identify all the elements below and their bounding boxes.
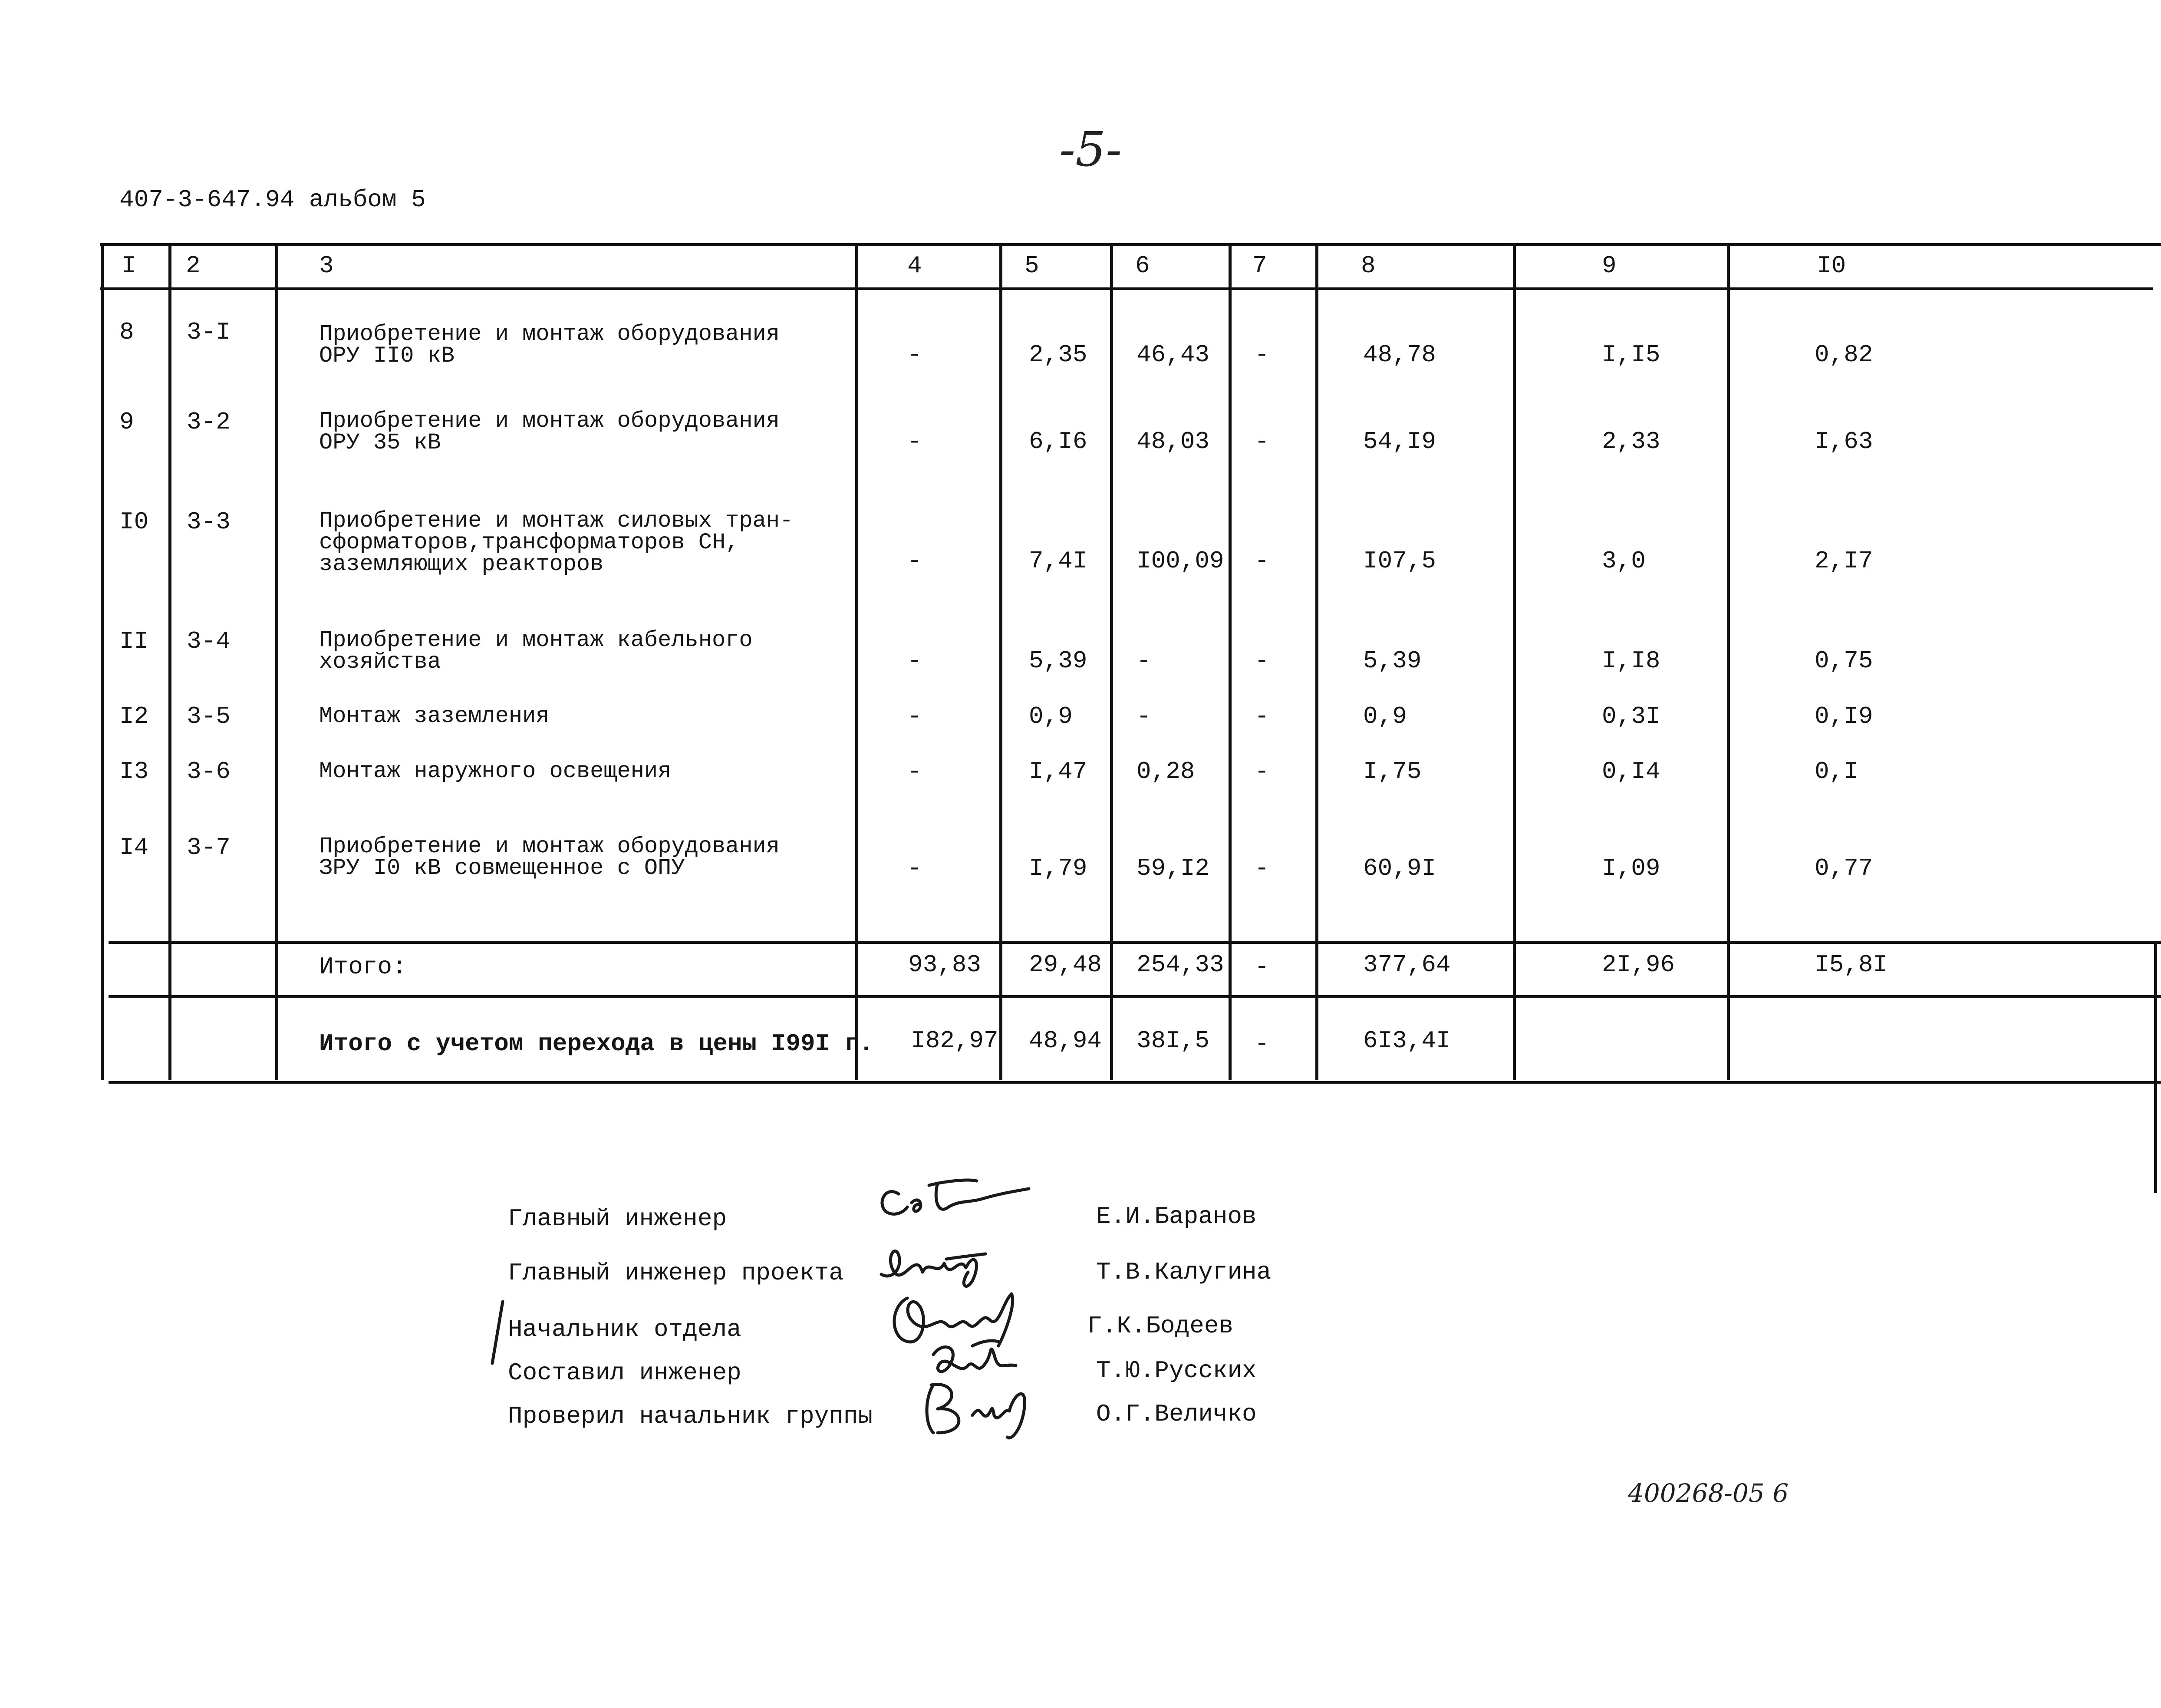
row-col6: -: [1137, 647, 1151, 675]
row-code: 3-I: [187, 318, 231, 346]
row-number: I0: [119, 508, 149, 536]
row-col10: 2,I7: [1815, 547, 1873, 575]
column-header-5: 5: [1024, 252, 1039, 280]
total-col7: -: [1255, 953, 1269, 981]
total-1991-label: Итого с учетом перехода в цены I99I г.: [319, 1030, 874, 1058]
row-col4: -: [907, 758, 922, 785]
row-col10: I,63: [1815, 428, 1873, 455]
total-col8: 377,64: [1363, 951, 1451, 979]
row-col4: -: [907, 547, 922, 575]
row-col5: 6,I6: [1029, 428, 1087, 455]
table-total-border: [109, 941, 2161, 944]
row-number: I4: [119, 834, 149, 861]
row-number: 9: [119, 408, 134, 436]
row-col4: -: [907, 647, 922, 675]
row-col7: -: [1255, 428, 1269, 455]
table-bottom-border: [109, 1081, 2161, 1084]
column-header-8: 8: [1361, 252, 1376, 280]
table-right-border: [2154, 941, 2157, 1193]
row-number: II: [119, 627, 149, 655]
row-description: Монтаж заземления: [319, 703, 550, 729]
table-total-1991-border: [109, 995, 2161, 998]
row-col6: I00,09: [1137, 547, 1224, 575]
col-divider-7: [1315, 243, 1318, 1080]
row-col5: I,47: [1029, 758, 1087, 785]
signatory-name: Г.К.Бодеев: [1087, 1312, 1234, 1340]
row-col8: 48,78: [1363, 341, 1436, 369]
column-header-9: 9: [1602, 252, 1617, 280]
col-divider-1: [168, 243, 171, 1080]
row-col9: 2,33: [1602, 428, 1660, 455]
signature-role: Составил инженер: [508, 1359, 741, 1387]
page-number: -5-: [1059, 122, 1122, 177]
row-code: 3-4: [187, 627, 231, 655]
col-divider-4: [999, 243, 1002, 1080]
row-col10: 0,82: [1815, 341, 1873, 369]
table-top-border: [100, 243, 2161, 246]
document-code: 407-3-647.94 альбом 5: [119, 186, 426, 214]
row-col5: 7,4I: [1029, 547, 1087, 575]
row-description: Приобретение и монтаж кабельного хозяйства: [319, 627, 753, 675]
row-col4: -: [907, 854, 922, 882]
row-col8: I,75: [1363, 758, 1422, 785]
total-1991-col5: 48,94: [1029, 1027, 1102, 1055]
row-col5: 0,9: [1029, 702, 1073, 730]
total-1991-col6: 38I,5: [1137, 1027, 1210, 1055]
signatory-name: Т.Ю.Русских: [1096, 1357, 1257, 1385]
signature-glavny-inzhener: [873, 1168, 1038, 1229]
column-header-4: 4: [907, 252, 922, 280]
row-col7: -: [1255, 702, 1269, 730]
column-header-2: 2: [186, 252, 201, 280]
margin-mark: [486, 1298, 508, 1368]
col-divider-9: [1727, 243, 1730, 1080]
row-col8: 5,39: [1363, 647, 1422, 675]
column-header-3: 3: [319, 252, 334, 280]
row-description: Приобретение и монтаж оборудования ОРУ II0 кВ: [319, 321, 780, 369]
signature-role: Главный инженер: [508, 1205, 727, 1233]
table-header-border: [100, 287, 2153, 290]
row-col6: 0,28: [1137, 758, 1195, 785]
signatory-name: О.Г.Величко: [1096, 1400, 1257, 1428]
total-1991-col7: -: [1255, 1030, 1269, 1058]
column-header-1: I: [122, 252, 136, 280]
row-col6: -: [1137, 702, 1151, 730]
row-col8: 0,9: [1363, 702, 1407, 730]
row-col4: -: [907, 341, 922, 369]
col-divider-5: [1110, 243, 1113, 1080]
total-col10: I5,8I: [1815, 951, 1888, 979]
row-col7: -: [1255, 854, 1269, 882]
row-description: Приобретение и монтаж оборудования ЗРУ I0 кВ совмещенное с ОПУ: [319, 834, 780, 881]
row-description: Приобретение и монтаж силовых тран- сформаторов,трансформаторов СН, заземляющих реакторов: [319, 508, 794, 577]
row-col5: I,79: [1029, 854, 1087, 882]
col-divider-3: [855, 243, 858, 1080]
row-col7: -: [1255, 758, 1269, 785]
row-code: 3-3: [187, 508, 231, 536]
row-col9: I,I8: [1602, 647, 1660, 675]
row-col4: -: [907, 702, 922, 730]
row-description: Монтаж наружного освещения: [319, 758, 672, 784]
row-number: I2: [119, 702, 149, 730]
col-divider-6: [1229, 243, 1232, 1080]
row-number: 8: [119, 318, 134, 346]
row-description: Приобретение и монтаж оборудования ОРУ 35 кВ: [319, 408, 780, 455]
row-col9: I,09: [1602, 854, 1660, 882]
signatory-name: Т.В.Калугина: [1096, 1258, 1272, 1286]
col-divider-2: [275, 243, 278, 1080]
row-col8: I07,5: [1363, 547, 1436, 575]
signature-role: Главный инженер проекта: [508, 1259, 843, 1287]
signature-proveril: [907, 1368, 1046, 1450]
row-col10: 0,I: [1815, 758, 1858, 785]
row-number: I3: [119, 758, 149, 785]
total-1991-col8: 6I3,4I: [1363, 1027, 1451, 1055]
archive-number: 400268-05 6: [1628, 1478, 1789, 1508]
column-header-7: 7: [1252, 252, 1267, 280]
total-1991-col4: I82,97: [911, 1027, 998, 1055]
signature-role: Начальник отдела: [508, 1316, 741, 1343]
total-col9: 2I,96: [1602, 951, 1675, 979]
row-col6: 59,I2: [1137, 854, 1210, 882]
row-col9: 0,3I: [1602, 702, 1660, 730]
row-code: 3-7: [187, 834, 231, 861]
row-col7: -: [1255, 341, 1269, 369]
row-col6: 46,43: [1137, 341, 1210, 369]
row-col7: -: [1255, 547, 1269, 575]
row-col5: 5,39: [1029, 647, 1087, 675]
row-col7: -: [1255, 647, 1269, 675]
row-col10: 0,75: [1815, 647, 1873, 675]
signature-role: Проверил начальник группы: [508, 1402, 873, 1430]
row-col10: 0,I9: [1815, 702, 1873, 730]
row-col9: I,I5: [1602, 341, 1660, 369]
row-col10: 0,77: [1815, 854, 1873, 882]
col-divider-8: [1513, 243, 1516, 1080]
row-code: 3-5: [187, 702, 231, 730]
row-col4: -: [907, 428, 922, 455]
row-col6: 48,03: [1137, 428, 1210, 455]
row-col9: 0,I4: [1602, 758, 1660, 785]
column-header-10: I0: [1817, 252, 1846, 280]
total-col5: 29,48: [1029, 951, 1102, 979]
total-col4: 93,83: [908, 951, 982, 979]
table-left-border: [101, 243, 104, 1080]
row-col5: 2,35: [1029, 341, 1087, 369]
total-col6: 254,33: [1137, 951, 1224, 979]
row-col8: 54,I9: [1363, 428, 1436, 455]
row-code: 3-2: [187, 408, 231, 436]
row-code: 3-6: [187, 758, 231, 785]
signatory-name: Е.И.Баранов: [1096, 1203, 1257, 1230]
row-col9: 3,0: [1602, 547, 1646, 575]
row-col8: 60,9I: [1363, 854, 1436, 882]
total-label: Итого:: [319, 953, 407, 981]
column-header-6: 6: [1135, 252, 1150, 280]
